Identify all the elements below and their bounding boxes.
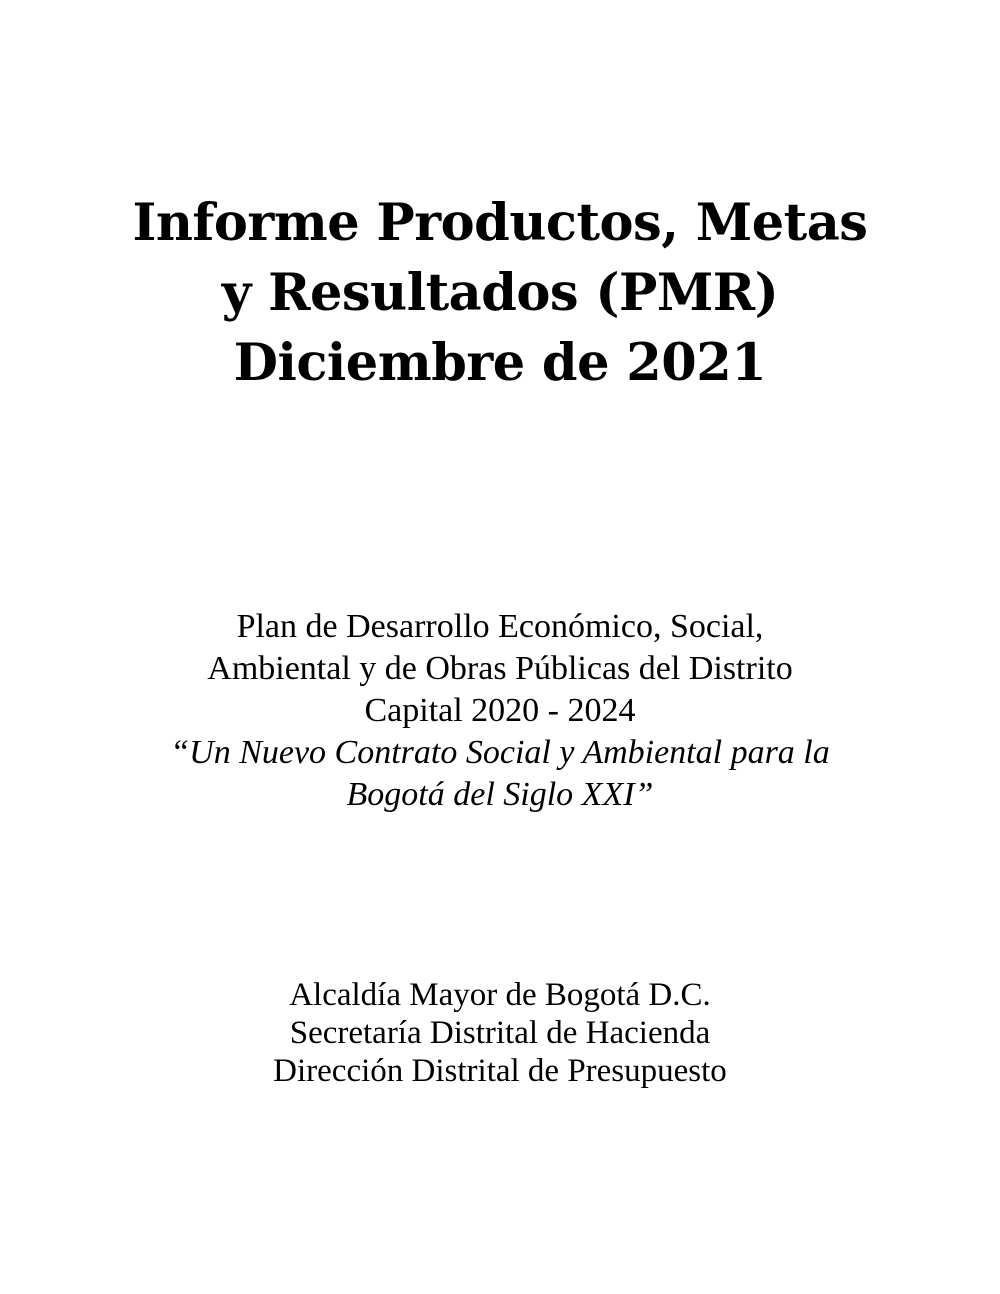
title-line: Informe Productos, Metas	[132, 193, 868, 253]
issuing-organization	[0, 976, 1000, 1090]
plan-line: Plan de Desarrollo Económico, Social,	[236, 608, 764, 645]
organization-line: Alcaldía Mayor de Bogotá D.C.	[289, 977, 711, 1013]
document-title	[0, 188, 1000, 398]
plan-line: Ambiental y de Obras Públicas del Distrito	[207, 650, 793, 687]
plan-line: Capital 2020 - 2024	[364, 692, 636, 729]
plan-motto-line: “Un Nuevo Contrato Social y Ambiental para la	[170, 734, 830, 771]
organization-line: Dirección Distrital de Presupuesto	[273, 1053, 727, 1089]
title-line: Diciembre de 2021	[233, 333, 767, 393]
organization-line: Secretaría Distrital de Hacienda	[289, 1015, 711, 1051]
development-plan-description	[0, 606, 1000, 816]
title-line: y Resultados (PMR)	[221, 263, 779, 323]
plan-motto-line: Bogotá del Siglo XXI”	[346, 776, 654, 813]
